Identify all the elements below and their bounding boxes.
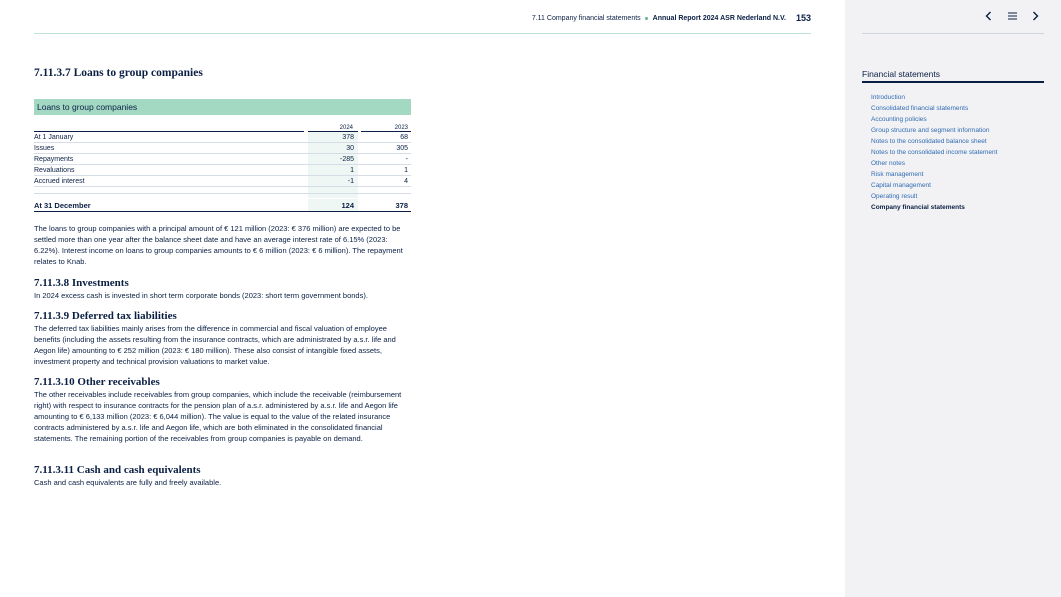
table-row — [34, 154, 411, 165]
toc-item[interactable]: Risk management — [871, 171, 924, 178]
table-total-row — [34, 199, 411, 212]
menu-icon[interactable] — [1006, 10, 1018, 22]
table-of-contents — [871, 92, 997, 213]
table-spacer-row — [34, 187, 411, 194]
sidebar-title: Financial statements — [862, 69, 940, 79]
toc-item[interactable]: Introduction — [871, 94, 905, 101]
section-title-cash: 7.11.3.11 Cash and cash equivalents — [34, 464, 201, 476]
nav-controls — [983, 10, 1041, 22]
table-title: Loans to group companies — [34, 99, 411, 115]
row-value-2023: 4 — [404, 178, 408, 185]
toc-item[interactable]: Group structure and segment information — [871, 127, 990, 134]
sidebar-title-underline — [862, 81, 1044, 83]
row-label: Accrued interest — [34, 178, 85, 185]
toc-item[interactable]: Capital management — [871, 182, 931, 189]
page-number: 153 — [795, 13, 811, 23]
loans-table — [34, 99, 411, 212]
row-value-2024: -285 — [339, 156, 354, 163]
section-title-deferred-tax: 7.11.3.9 Deferred tax liabilities — [34, 310, 177, 322]
header-separator-dot — [645, 17, 648, 20]
cash-paragraph: Cash and cash equivalents are fully and freely available. — [34, 478, 222, 487]
row-label: Revaluations — [34, 167, 75, 174]
deferred-tax-paragraph: The deferred tax liabilities mainly arises from the difference in commercial and fiscal valuation of employee benefits (including the assets resulting from the insurance contracts, which are administrated by a.s.r. life and Aegon life) amounting to € 252 million (2023: € 180 million). These also consist of intangible fixed assets, investment property and technical provision valuations to market value. — [34, 324, 396, 366]
header-report-title: Annual Report 2024 ASR Nederland N.V. — [652, 14, 786, 22]
toc-item[interactable]: Consolidated financial statements — [871, 105, 969, 112]
section-title-investments: 7.11.3.8 Investments — [34, 277, 129, 289]
table-year-header — [34, 115, 411, 132]
row-value-2023: 1 — [404, 167, 408, 174]
header-divider — [34, 33, 811, 34]
toc-item[interactable]: Other notes — [871, 160, 905, 167]
row-value-2024: 30 — [346, 145, 354, 152]
sidebar — [845, 0, 1061, 597]
chevron-left-icon[interactable] — [983, 10, 995, 22]
row-value-2024: -1 — [347, 178, 354, 185]
chevron-right-icon[interactable] — [1029, 10, 1041, 22]
toc-item[interactable]: Accounting policies — [871, 116, 927, 123]
total-label: At 31 December — [34, 201, 91, 210]
row-label: At 1 January — [34, 134, 74, 141]
toc-item[interactable]: Operating result — [871, 193, 918, 200]
row-value-2024: 378 — [342, 134, 354, 141]
loans-paragraph: The loans to group companies with a principal amount of € 121 million (2023: € 376 million) are expected to be settled more than one year after the balance sheet date and have an average interest rate of 6.15% (2023: 6.22%). Interest income on loans to group companies amounts to € 6 million (2023: € 6 million). The repayment relates to Knab. — [34, 224, 403, 266]
year-2023-header: 2023 — [394, 125, 408, 131]
total-2023: 378 — [395, 201, 408, 210]
row-value-2023: 305 — [396, 145, 408, 152]
page-header — [532, 13, 811, 23]
table-row — [34, 143, 411, 154]
other-receivables-paragraph: The other receivables include receivables from group companies, which include the receivable (reimbursement right) with respect to insurance contracts for the pension plan of a.s.r. administered by a.s.r. life and Aegon life amounting to € 6,133 million (2023: € 6,044 million). The value is equal to the value of the related insurance contracts administered by a.s.r. life and Aegon life, which are both eliminated in the consolidated financial statements. The remaining portion of the receivables from group companies is payable on demand. — [34, 390, 402, 443]
table-row — [34, 165, 411, 176]
row-label: Repayments — [34, 156, 74, 163]
header-section[interactable]: 7.11 Company financial statements — [531, 14, 641, 22]
toc-item[interactable]: Notes to the consolidated income statement — [871, 149, 998, 156]
table-row — [34, 132, 411, 143]
table-body — [34, 132, 411, 187]
total-2024: 124 — [341, 201, 354, 210]
row-value-2024: 1 — [350, 167, 354, 174]
toc-item[interactable]: Company financial statements — [871, 204, 965, 211]
row-label: Issues — [34, 145, 55, 152]
section-title-loans: 7.11.3.7 Loans to group companies — [34, 67, 203, 79]
toc-item[interactable]: Notes to the consolidated balance sheet — [871, 138, 987, 145]
row-value-2023: - — [405, 156, 408, 163]
section-title-other-receivables: 7.11.3.10 Other receivables — [34, 376, 160, 388]
table-row — [34, 176, 411, 187]
sidebar-divider — [862, 33, 1044, 34]
row-value-2023: 68 — [400, 134, 408, 141]
year-2024-header: 2024 — [339, 125, 353, 131]
investments-paragraph: In 2024 excess cash is invested in short term corporate bonds (2023: short term government bonds). — [34, 291, 368, 300]
